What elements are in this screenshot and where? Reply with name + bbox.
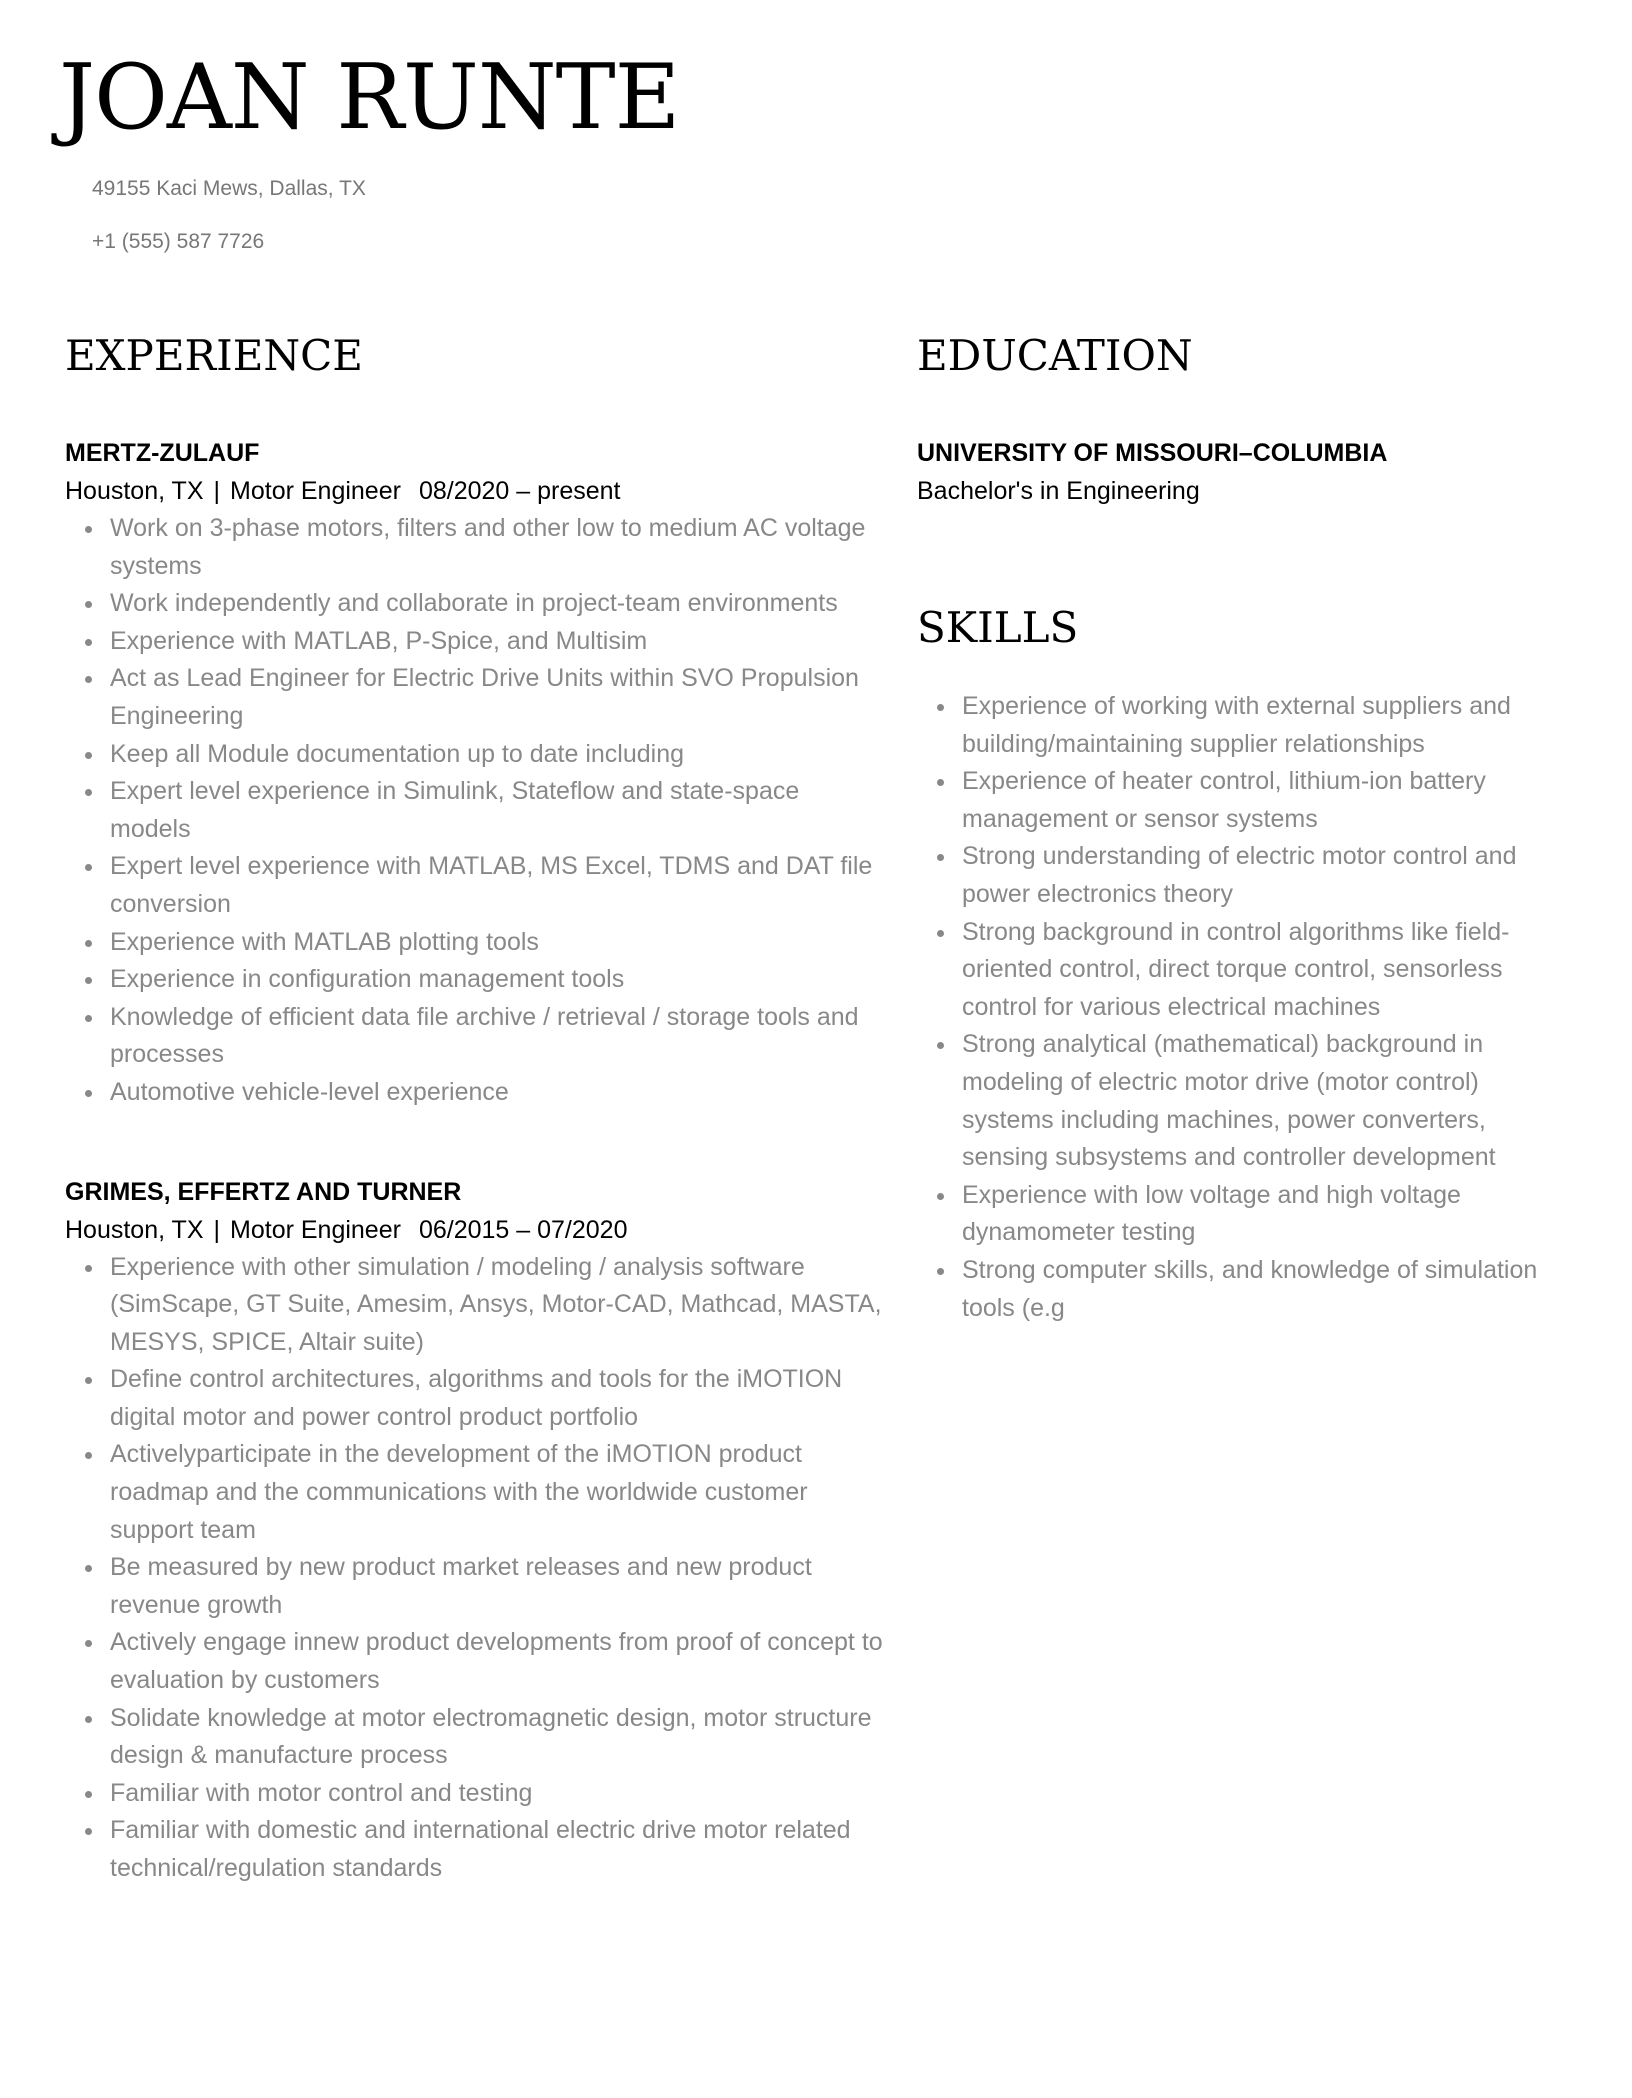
list-item: Keep all Module documentation up to date including: [65, 736, 885, 774]
job-dates: 08/2020 – present: [418, 477, 621, 505]
skills-heading: SKILLS: [917, 603, 1079, 652]
education-school: UNIVERSITY OF MISSOURI–COLUMBIA: [917, 439, 1388, 467]
list-item: Experience of working with external suppliers and building/maintaining supplier relationships: [917, 688, 1577, 763]
job-bullets: [65, 1249, 885, 1888]
job-separator: |: [213, 477, 221, 505]
job-role: Motor Engineer: [230, 1215, 401, 1244]
job-company: GRIMES, EFFERTZ AND TURNER: [65, 1177, 462, 1206]
education-heading: EDUCATION: [917, 331, 1193, 380]
list-item: Experience of heater control, lithium-ion battery management or sensor systems: [917, 763, 1577, 838]
list-item: Work independently and collaborate in project-team environments: [65, 585, 885, 623]
job-dates: 06/2015 – 07/2020: [418, 1215, 628, 1244]
job-meta: [65, 472, 885, 510]
list-item: Define control architectures, algorithms and tools for the iMOTION digital motor and power control product portfolio: [65, 1361, 885, 1436]
list-item: Strong understanding of electric motor control and power electronics theory: [917, 838, 1577, 913]
list-item: Experience in configuration management tools: [65, 961, 885, 999]
left-column: [65, 328, 885, 1888]
list-item: Strong analytical (mathematical) background in modeling of electric motor drive (motor control) systems including machines, power converters, sensing subsystems and controller development: [917, 1026, 1577, 1176]
list-item: Experience with MATLAB plotting tools: [65, 924, 885, 962]
right-column: [917, 328, 1577, 1327]
job-entry: [65, 434, 885, 1112]
list-item: Activelyparticipate in the development of the iMOTION product roadmap and the communications with the worldwide customer support team: [65, 1436, 885, 1549]
list-item: Strong computer skills, and knowledge of simulation tools (e.g: [917, 1252, 1577, 1327]
job-role: Motor Engineer: [230, 477, 401, 505]
list-item: Experience with low voltage and high voltage dynamometer testing: [917, 1177, 1577, 1252]
education-entry: [917, 434, 1577, 510]
job-entry: [65, 1173, 885, 1888]
phone: +1 (555) 587 7726: [92, 230, 265, 253]
list-item: Act as Lead Engineer for Electric Drive Units within SVO Propulsion Engineering: [65, 660, 885, 735]
address: 49155 Kaci Mews, Dallas, TX: [92, 177, 366, 200]
contact-info: [92, 162, 366, 268]
list-item: Knowledge of efficient data file archive / retrieval / storage tools and processes: [65, 999, 885, 1074]
job-company: MERTZ-ZULAUF: [65, 439, 260, 467]
list-item: Work on 3-phase motors, filters and other low to medium AC voltage systems: [65, 510, 885, 585]
list-item: Familiar with motor control and testing: [65, 1775, 885, 1813]
list-item: Expert level experience with MATLAB, MS Excel, TDMS and DAT file conversion: [65, 848, 885, 923]
list-item: Strong background in control algorithms like field-oriented control, direct torque control, sensorless control for various electrical machines: [917, 914, 1577, 1027]
candidate-name: JOAN RUNTE: [59, 45, 680, 150]
education-degree: Bachelor's in Engineering: [917, 477, 1200, 505]
list-item: Experience with MATLAB, P-Spice, and Multisim: [65, 623, 885, 661]
job-meta: [65, 1211, 885, 1249]
list-item: Familiar with domestic and international electric drive motor related technical/regulation standards: [65, 1812, 885, 1887]
list-item: Actively engage innew product developments from proof of concept to evaluation by customers: [65, 1624, 885, 1699]
list-item: Solidate knowledge at motor electromagnetic design, motor structure design & manufacture process: [65, 1700, 885, 1775]
job-location: Houston, TX: [65, 1215, 204, 1244]
list-item: Experience with other simulation / modeling / analysis software (SimScape, GT Suite, Amesim, Ansys, Motor-CAD, Mathcad, MASTA, MESYS, SPICE, Altair suite): [65, 1249, 885, 1362]
list-item: Automotive vehicle-level experience: [65, 1074, 885, 1112]
list-item: Expert level experience in Simulink, Stateflow and state-space models: [65, 773, 885, 848]
skills-list: [917, 688, 1577, 1327]
experience-heading: EXPERIENCE: [65, 331, 363, 380]
list-item: Be measured by new product market releases and new product revenue growth: [65, 1549, 885, 1624]
job-location: Houston, TX: [65, 477, 204, 505]
job-bullets: [65, 510, 885, 1112]
job-separator: |: [213, 1215, 221, 1244]
